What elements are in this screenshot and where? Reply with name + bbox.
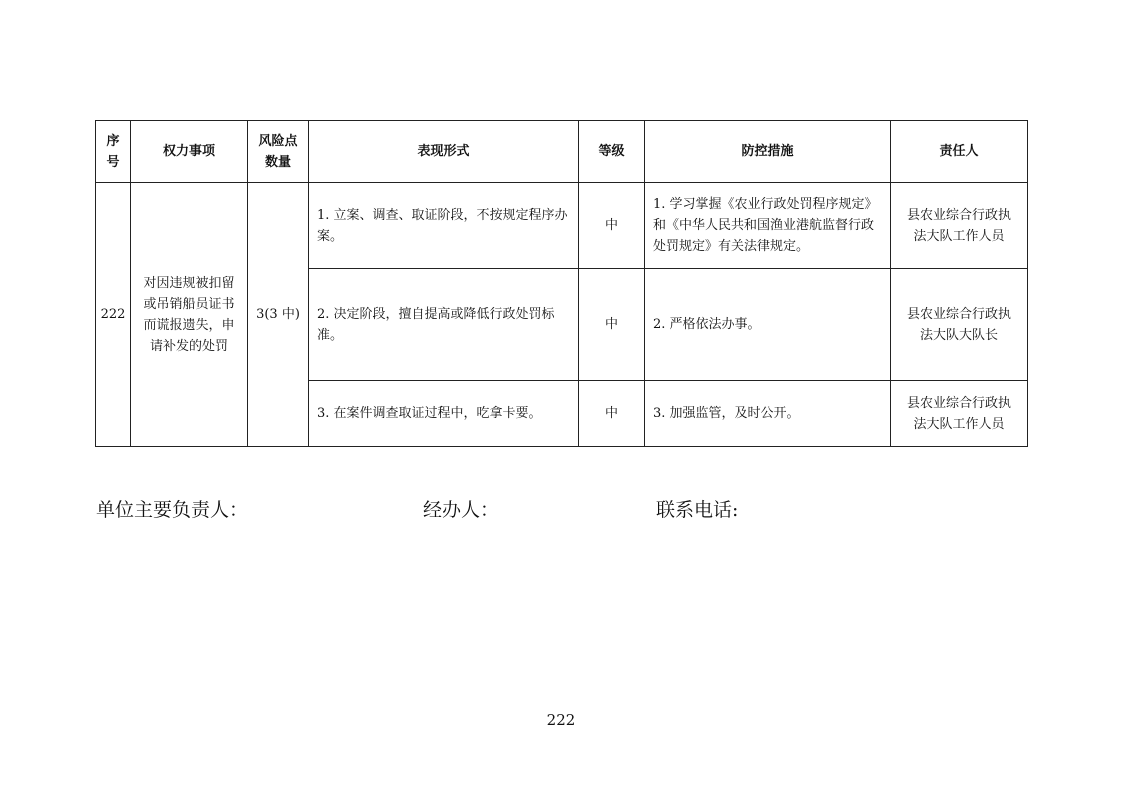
header-measures: 防控措施: [645, 121, 891, 183]
unit-head-label: 单位主要负责人：: [96, 499, 249, 521]
header-item: 权力事项: [131, 121, 248, 183]
table-header-row: [96, 121, 1028, 183]
cell-level: 中: [579, 381, 645, 447]
header-seq: 序 号: [96, 121, 131, 183]
table-row: [96, 183, 1028, 269]
cell-measures: 3. 加强监管，及时公开。: [645, 381, 891, 447]
risk-control-table: [95, 120, 1028, 447]
header-form: 表现形式: [309, 121, 579, 183]
handler-label: 经办人：: [423, 499, 500, 521]
cell-person: 县农业综合行政执法大队工作人员: [891, 183, 1028, 269]
cell-seq: 222: [96, 183, 131, 447]
header-level: 等级: [579, 121, 645, 183]
page-number: 222: [546, 711, 576, 729]
header-risk-count: 风险点 数量: [248, 121, 309, 183]
cell-form: 1. 立案、调查、取证阶段，不按规定程序办案。: [309, 183, 579, 269]
cell-form: 3. 在案件调查取证过程中，吃拿卡要。: [309, 381, 579, 447]
cell-measures: 1. 学习掌握《农业行政处罚程序规定》和《中华人民共和国渔业港航监督行政处罚规定》有关法律规定。: [645, 183, 891, 269]
cell-measures: 2. 严格依法办事。: [645, 269, 891, 381]
phone-label: 联系电话:: [656, 499, 739, 521]
cell-level: 中: [579, 269, 645, 381]
cell-person: 县农业综合行政执法大队大队长: [891, 269, 1028, 381]
header-person: 责任人: [891, 121, 1028, 183]
cell-item: 对因违规被扣留或吊销船员证书而谎报遗失，申请补发的处罚: [131, 183, 248, 447]
cell-risk-count: 3(3 中): [248, 183, 309, 447]
cell-person: 县农业综合行政执法大队工作人员: [891, 381, 1028, 447]
cell-form: 2. 决定阶段，擅自提高或降低行政处罚标准。: [309, 269, 579, 381]
cell-level: 中: [579, 183, 645, 269]
